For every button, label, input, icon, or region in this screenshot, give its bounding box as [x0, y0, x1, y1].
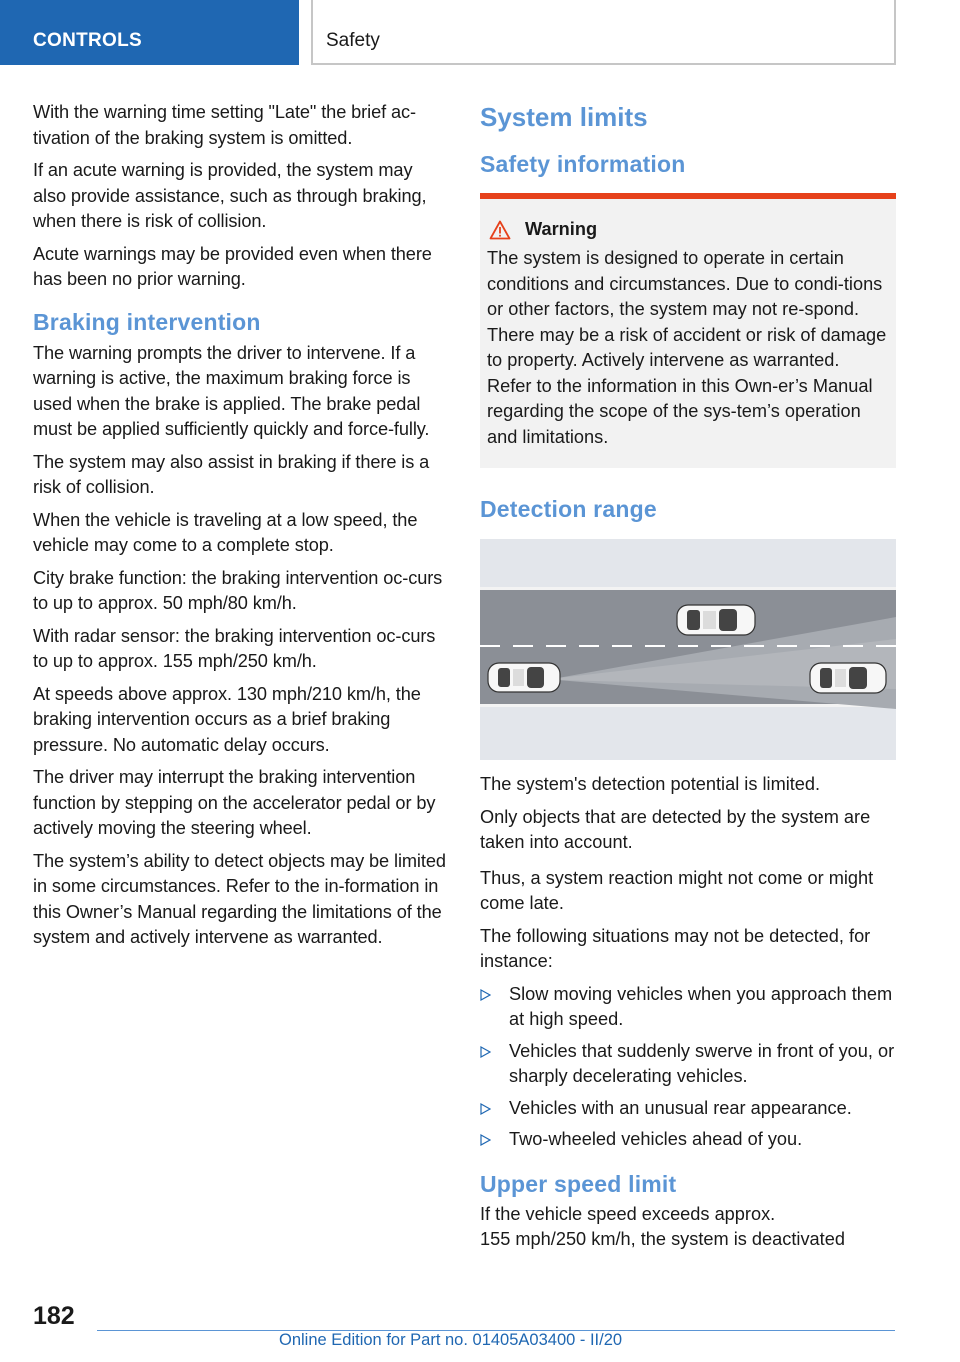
paragraph: If an acute warning is provided, the system may also provide assistance, such as through braking, when there is risk of collision.	[33, 160, 427, 231]
paragraph: The system’s ability to detect objects may be limited in some circumstances. Refer to the in-formation in this Owner’s Manual regarding the limitations of the system and actively intervene as warranted.	[33, 850, 446, 947]
paragraph: The driver may interrupt the braking intervention function by stepping on the accelerator pedal or by actively moving the steering wheel.	[33, 767, 436, 838]
car-icon-ahead-left-lane	[677, 605, 755, 635]
paragraph: The system's detection potential is limited.	[480, 774, 821, 794]
list-item-text: Slow moving vehicles when you approach them at high speed.	[509, 983, 893, 1029]
paragraph-line: 155 mph/250 km/h, the system is deactivated	[480, 1229, 845, 1249]
paragraph: With radar sensor: the braking intervention oc-curs to up to approx. 155 mph/250 km/h.	[33, 625, 436, 671]
section-tab	[0, 0, 299, 65]
paragraph-line: If the vehicle speed exceeds approx.	[480, 1203, 776, 1224]
chapter-tab	[311, 0, 896, 65]
paragraph: With the warning time setting "Late" the brief ac-tivation of the braking system is omitted.	[33, 102, 416, 148]
paragraph: Acute warnings may be provided even when there has been no prior warning.	[33, 243, 432, 289]
warning-header	[487, 219, 888, 240]
paragraph: When the vehicle is traveling at a low speed, the vehicle may come to a complete stop.	[33, 509, 418, 555]
list-item	[480, 1039, 896, 1090]
warning-title: Warning	[525, 219, 598, 239]
list-item	[480, 982, 896, 1033]
warning-text: The system is designed to operate in certain conditions and circumstances. Due to condi-tions or other factors, the system may not re-spond. There may be a risk of accident or risk of damage to property. Actively intervene as warranted. Refer to the information in this Own-er’s Manual regarding the scope of the sys-tem’s operation and limitations.	[487, 248, 887, 447]
list-item-text: Vehicles with an unusual rear appearance.	[509, 1097, 852, 1118]
paragraph: The system may also assist in braking if there is a risk of collision.	[33, 451, 430, 497]
detection-range-illustration	[480, 539, 896, 760]
list-item	[480, 1127, 896, 1153]
triangle-bullet-icon	[480, 1134, 491, 1146]
right-column	[480, 102, 896, 1260]
paragraph: The warning prompts the driver to intervene. If a warning is active, the maximum braking force is used when the brake is applied. The brake pedal must be applied sufficiently quickly and force-fully.	[33, 342, 430, 439]
chapter-title: Safety	[326, 30, 380, 51]
upper-speed-limit-heading: Upper speed limit	[480, 1170, 677, 1197]
triangle-bullet-icon	[480, 989, 491, 1001]
triangle-bullet-icon	[480, 1103, 491, 1115]
paragraph: The following situations may not be detected, for instance:	[480, 925, 871, 971]
detection-range-heading: Detection range	[480, 496, 657, 522]
list-item	[480, 1096, 896, 1122]
paragraph: City brake function: the braking intervention oc-curs to up to approx. 50 mph/80 km/h.	[33, 567, 443, 613]
left-column	[33, 100, 447, 958]
paragraph: Thus, a system reaction might not come or might come late.	[480, 867, 874, 913]
braking-intervention-heading: Braking intervention	[33, 308, 261, 335]
list-item-text: Vehicles that suddenly swerve in front of you, or sharply decelerating vehicles.	[509, 1040, 895, 1086]
list-item-text: Two-wheeled vehicles ahead of you.	[509, 1129, 803, 1149]
car-icon-ahead-same-lane	[810, 663, 886, 693]
warning-triangle-icon	[489, 220, 511, 240]
paragraph: At speeds above approx. 130 mph/210 km/h, the braking intervention occurs as a brief braking pressure. No automatic delay occurs.	[33, 683, 421, 755]
warning-box	[480, 193, 896, 468]
safety-information-heading: Safety information	[480, 151, 686, 177]
triangle-bullet-icon	[480, 1046, 491, 1058]
situations-list	[480, 982, 896, 1153]
section-title: CONTROLS	[33, 30, 143, 51]
car-icon-own	[488, 663, 560, 692]
system-limits-heading: System limits	[480, 102, 648, 132]
edition-footer: Online Edition for Part no. 01405A03400 - II/20	[279, 1331, 623, 1349]
page-number: 182	[33, 1302, 75, 1330]
paragraph: Only objects that are detected by the system are taken into account.	[480, 806, 871, 852]
